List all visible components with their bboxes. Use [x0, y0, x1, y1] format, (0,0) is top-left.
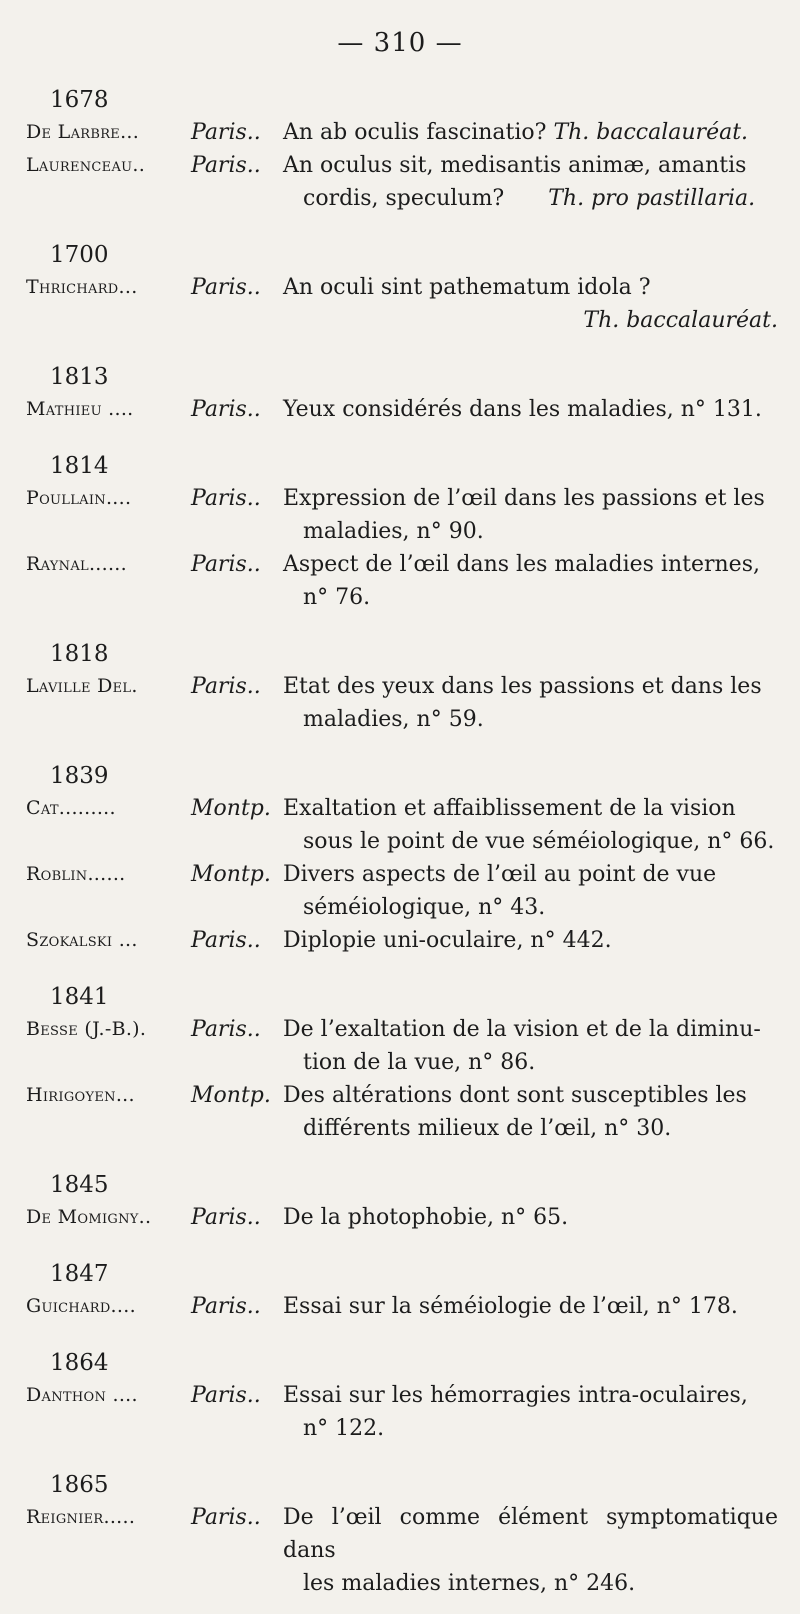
bibliography-entry	[26, 116, 782, 149]
entry-note: Th. pro pastillaria.	[548, 186, 756, 211]
entry-title: An oculus sit, medisantis animæ, amantis	[283, 153, 747, 178]
entry-title-continued	[283, 1046, 778, 1079]
entry-title-continued	[283, 581, 778, 614]
entry-author: Laville Del.	[26, 675, 138, 697]
bibliography-entry	[26, 924, 782, 957]
entry-title-continued	[283, 1412, 778, 1445]
entry-title-block	[283, 1290, 782, 1323]
entry-title: An oculi sint pathematum idola ?	[283, 275, 651, 300]
entry-title-continued	[283, 1112, 778, 1145]
entry-author: Laurenceau..	[26, 154, 146, 176]
bibliography-entry	[26, 792, 782, 858]
page-number: — 310 —	[337, 28, 463, 58]
bibliography-entry	[26, 1290, 782, 1323]
entry-title-block	[283, 1013, 782, 1079]
entry-title: Des altérations dont sont susceptibles les	[283, 1083, 747, 1108]
entry-title: Yeux considérés dans les maladies, n° 131.	[283, 397, 762, 422]
entry-author: Szokalski ...	[26, 929, 138, 951]
entry-author: Danthon ....	[26, 1384, 138, 1406]
entry-title-continued	[283, 825, 778, 858]
entry-author: Hirigoyen...	[26, 1084, 135, 1106]
bibliography-entry	[26, 1379, 782, 1445]
bibliography-entry	[26, 1079, 782, 1145]
section-gap	[26, 337, 782, 351]
entry-city: Paris..	[191, 1383, 261, 1408]
entry-city: Montp.	[191, 862, 271, 887]
entry-city: Paris..	[191, 552, 261, 577]
bibliography-entry	[26, 482, 782, 548]
year-heading: 1813	[50, 364, 109, 390]
entry-title: Expression de l’œil dans les passions et les	[283, 486, 765, 511]
year-heading: 1678	[50, 87, 109, 113]
year-heading: 1847	[50, 1261, 109, 1287]
entry-title-block	[283, 271, 782, 337]
entry-title-block	[283, 548, 782, 614]
entry-title: Divers aspects de l’œil au point de vue	[283, 862, 717, 887]
bibliography-entry	[26, 1201, 782, 1234]
entry-author: Mathieu ....	[26, 398, 134, 420]
entry-author: Guichard....	[26, 1295, 136, 1317]
bibliography-entry	[26, 271, 782, 337]
entry-title-continued	[283, 1567, 778, 1600]
entry-city: Paris..	[191, 275, 261, 300]
entry-author: Reignier.....	[26, 1506, 136, 1528]
entry-city: Paris..	[191, 1505, 261, 1530]
entry-title-continued	[283, 891, 778, 924]
entry-title-line2: séméiologique, n° 43.	[303, 895, 546, 920]
entry-title-line2: maladies, n° 59.	[303, 707, 484, 732]
section-gap	[26, 426, 782, 440]
entry-note: Th. baccalauréat.	[583, 308, 778, 333]
entry-city: Paris..	[191, 674, 261, 699]
entry-title-block	[283, 670, 782, 736]
entry-title-block	[283, 792, 782, 858]
entry-title-line2: cordis, speculum?	[303, 186, 505, 211]
entry-title-line2: n° 76.	[303, 585, 371, 610]
entry-title-line2: les maladies internes, n° 246.	[303, 1571, 636, 1596]
entry-note: Th. baccalauréat.	[553, 120, 749, 145]
entry-title-line2: maladies, n° 90.	[303, 519, 484, 544]
entry-city: Montp.	[191, 796, 271, 821]
bibliography-entry	[26, 1501, 782, 1600]
section-gap	[26, 614, 782, 628]
bibliography-list	[26, 74, 782, 1614]
year-heading: 1839	[50, 763, 109, 789]
section-gap	[26, 215, 782, 229]
entry-title: De l’œil comme élément symptomatique dans	[283, 1505, 778, 1563]
entry-title-continued	[283, 703, 778, 736]
entry-city: Paris..	[191, 486, 261, 511]
entry-title: Diplopie uni-oculaire, n° 442.	[283, 928, 612, 953]
entry-title: Exaltation et affaiblissement de la vision	[283, 796, 736, 821]
entry-city: Paris..	[191, 153, 261, 178]
entry-title: Aspect de l’œil dans les maladies internes,	[283, 552, 760, 577]
entry-title-block	[283, 393, 782, 426]
year-heading: 1814	[50, 453, 109, 479]
year-heading: 1865	[50, 1472, 109, 1498]
bibliography-entry	[26, 548, 782, 614]
entry-title: Essai sur les hémorragies intra-oculaires,	[283, 1383, 748, 1408]
entry-city: Paris..	[191, 120, 261, 145]
entry-title: Essai sur la séméiologie de l’œil, n° 178.	[283, 1294, 738, 1319]
entry-title-block	[283, 149, 782, 215]
entry-city: Paris..	[191, 1205, 261, 1230]
entry-title-continued	[283, 182, 778, 215]
entry-title-block	[283, 482, 782, 548]
year-heading: 1818	[50, 641, 109, 667]
entry-title-line2: tion de la vue, n° 86.	[303, 1050, 536, 1075]
entry-title: Etat des yeux dans les passions et dans les	[283, 674, 762, 699]
bibliography-entry	[26, 393, 782, 426]
section-gap	[26, 1234, 782, 1248]
entry-author: Cat.........	[26, 797, 116, 819]
bibliography-entry	[26, 149, 782, 215]
entry-title-block	[283, 1079, 782, 1145]
entry-title: De l’exaltation de la vision et de la diminu-	[283, 1017, 761, 1042]
entry-title: An ab oculis fascinatio?	[283, 120, 547, 145]
entry-title-block	[283, 924, 782, 957]
entry-title-block	[283, 116, 782, 149]
entry-author: Roblin......	[26, 863, 126, 885]
section-gap	[26, 1145, 782, 1159]
section-gap	[26, 957, 782, 971]
section-gap	[26, 1445, 782, 1459]
entry-author: Poullain....	[26, 487, 132, 509]
entry-city: Paris..	[191, 1294, 261, 1319]
bibliography-entry	[26, 670, 782, 736]
bibliography-entry	[26, 1013, 782, 1079]
entry-author: Besse (J.-B.).	[26, 1018, 147, 1040]
section-gap	[26, 1323, 782, 1337]
entry-title-block	[283, 1501, 782, 1600]
entry-author: Thrichard...	[26, 276, 138, 298]
entry-title-line2: sous le point de vue séméiologique, n° 66.	[303, 829, 775, 854]
section-gap	[26, 736, 782, 750]
entry-title-continued	[283, 515, 778, 548]
entry-city: Paris..	[191, 928, 261, 953]
entry-city: Montp.	[191, 1083, 271, 1108]
entry-city: Paris..	[191, 1017, 261, 1042]
entry-title-line2: n° 122.	[303, 1416, 385, 1441]
bibliography-entry	[26, 858, 782, 924]
section-gap	[26, 1600, 782, 1614]
entry-title-block	[283, 858, 782, 924]
entry-title-line2: différents milieux de l’œil, n° 30.	[303, 1116, 672, 1141]
year-heading: 1700	[50, 242, 109, 268]
entry-author: De Momigny..	[26, 1206, 152, 1228]
entry-title-block	[283, 1379, 782, 1445]
year-heading: 1864	[50, 1350, 109, 1376]
year-heading: 1841	[50, 984, 109, 1010]
entry-author: De Larbre...	[26, 121, 140, 143]
entry-city: Paris..	[191, 397, 261, 422]
year-heading: 1845	[50, 1172, 109, 1198]
entry-title-block	[283, 1201, 782, 1234]
entry-author: Raynal......	[26, 553, 127, 575]
entry-title: De la photophobie, n° 65.	[283, 1205, 569, 1230]
